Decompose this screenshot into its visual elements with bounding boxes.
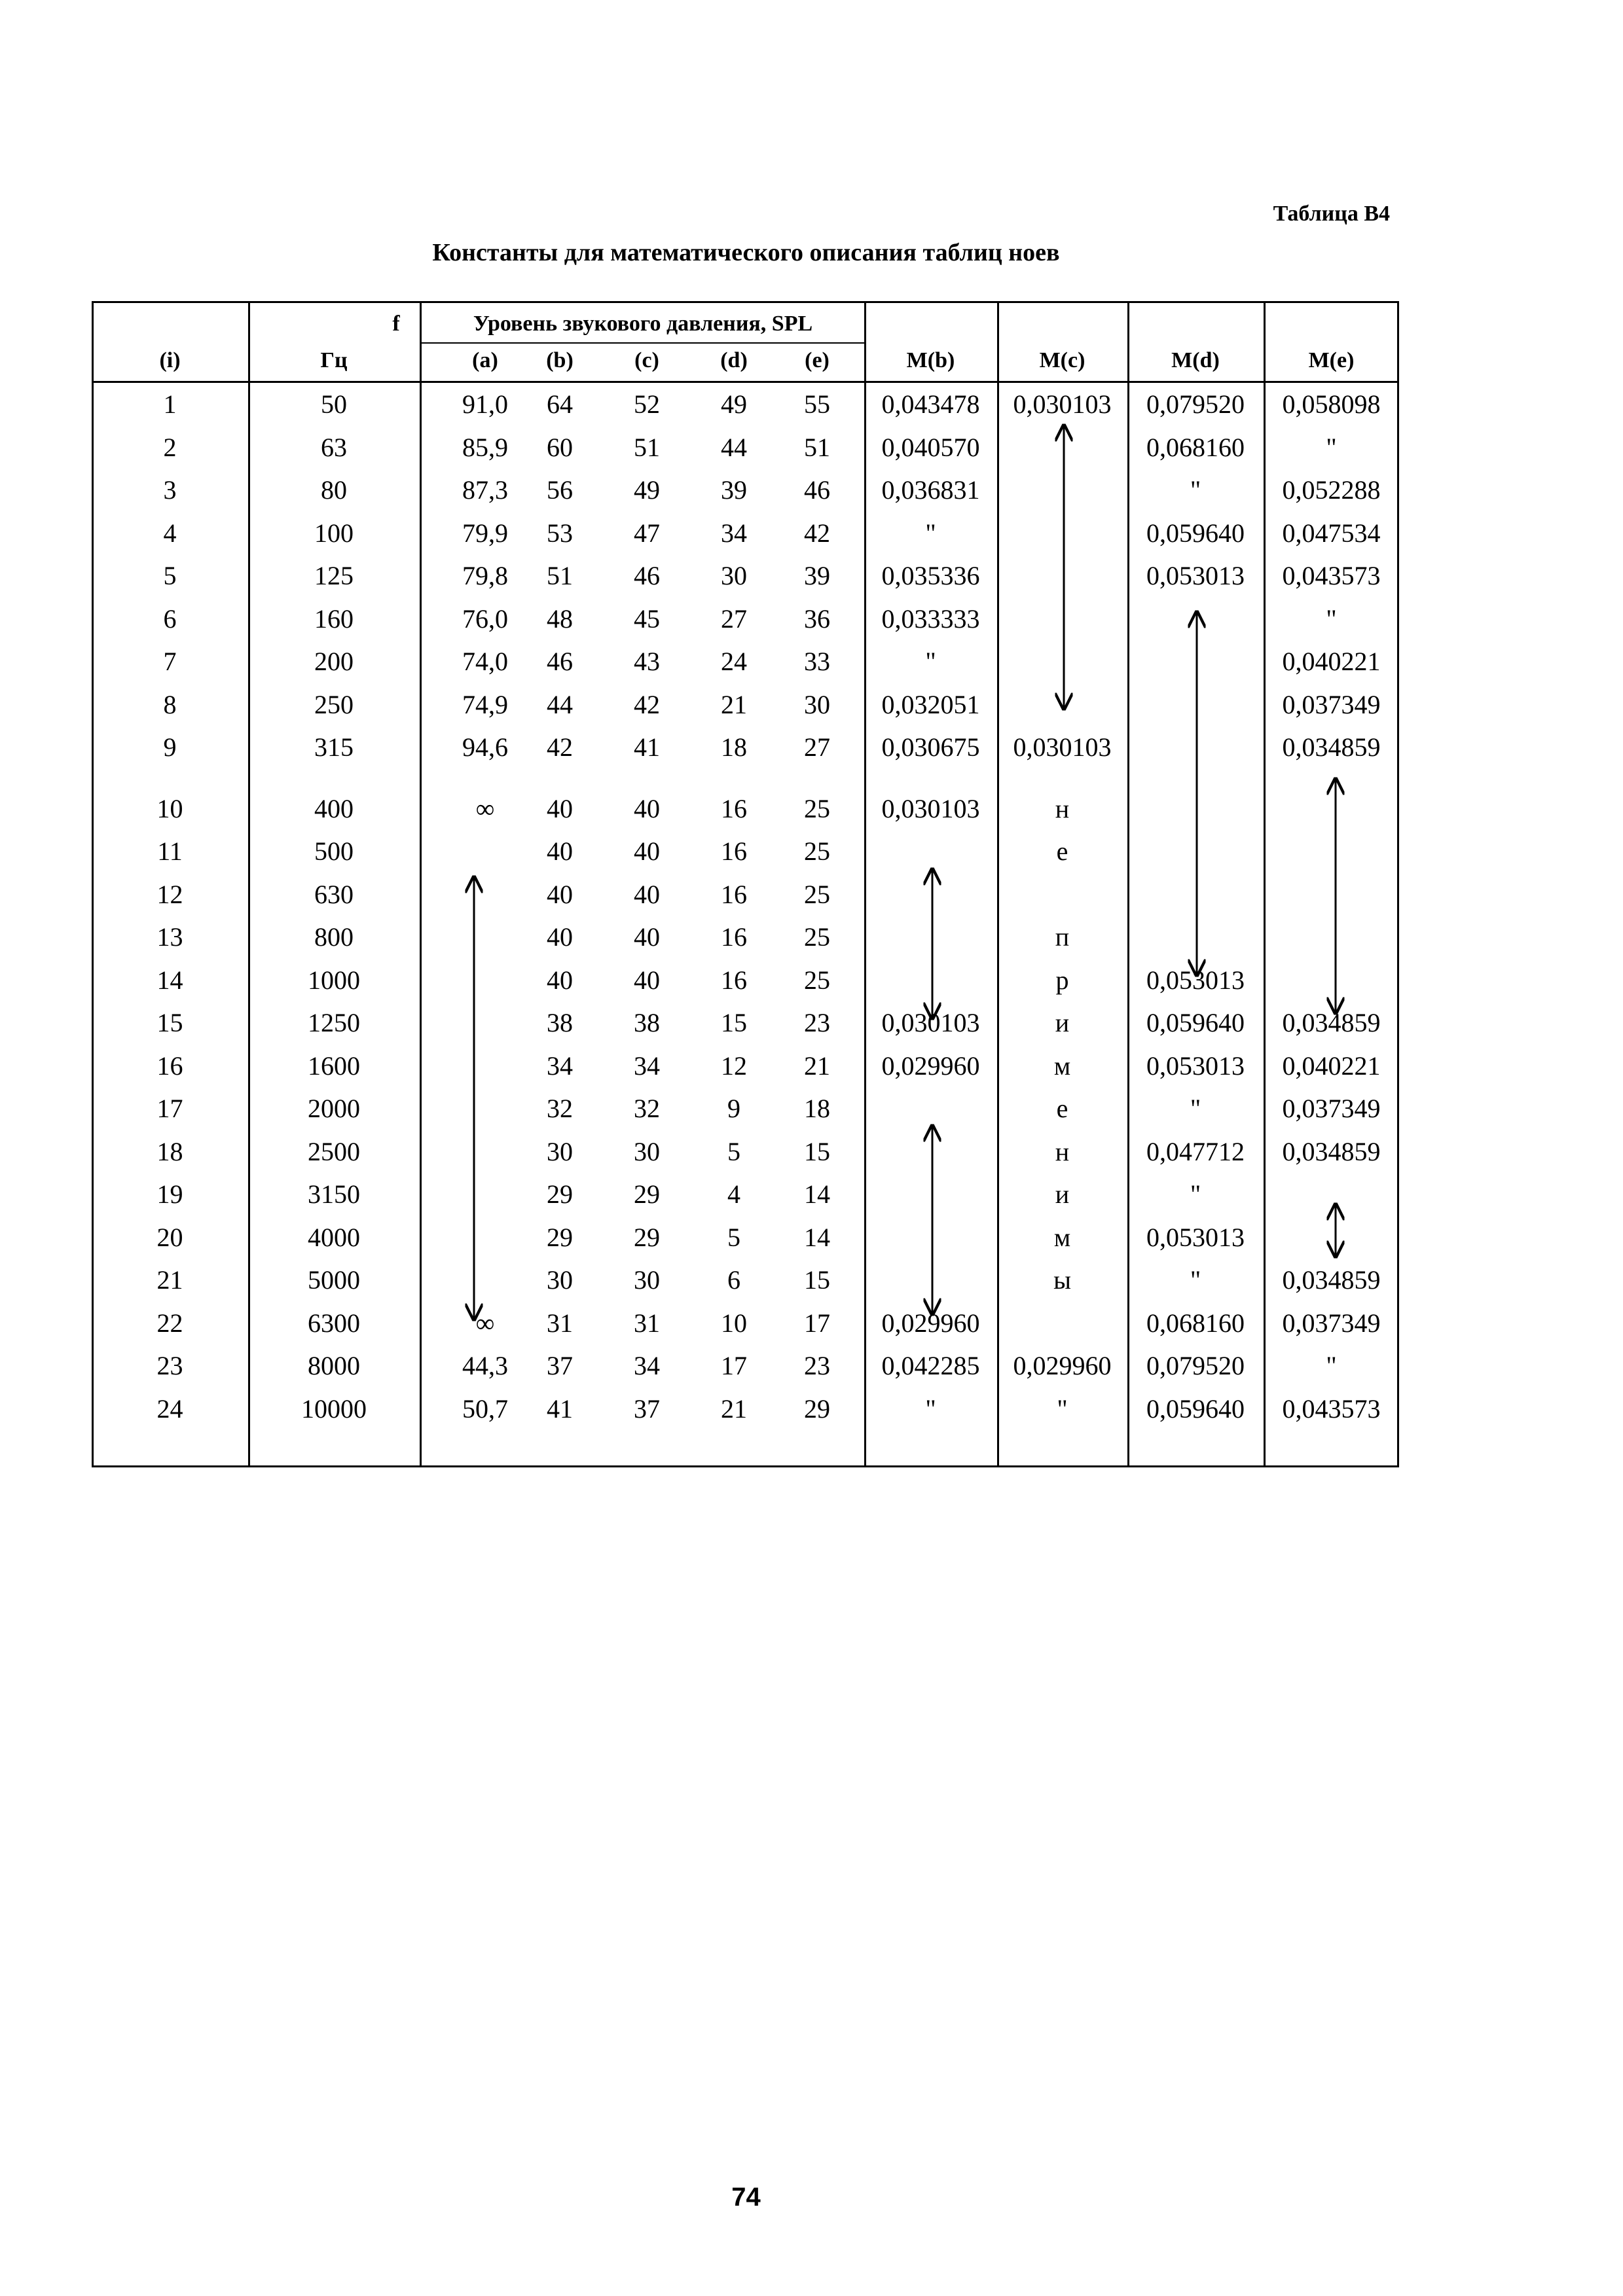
cell-mc: н [1055, 1136, 1070, 1166]
cell-b: 40 [547, 922, 573, 952]
cell-b: 29 [547, 1222, 573, 1252]
cell-mb: " [925, 647, 936, 676]
cell-c: 51 [634, 432, 660, 462]
cell-d: 21 [721, 689, 747, 719]
cell-e: 23 [804, 1008, 830, 1037]
cell-c: 32 [634, 1094, 660, 1123]
cell-mc: м [1053, 1050, 1071, 1081]
cell-e: 25 [804, 965, 830, 995]
cell-d: 5 [727, 1136, 740, 1166]
cell-a: 74,0 [462, 647, 508, 676]
cell-d: 10 [721, 1308, 747, 1338]
cell-mc: п [1055, 922, 1070, 952]
cell-i: 11 [157, 836, 183, 866]
cell-c: 45 [634, 603, 660, 634]
cell-c: 40 [634, 965, 660, 995]
cell-f: 3150 [308, 1179, 360, 1209]
cell-me: " [1326, 603, 1337, 634]
column-divider [420, 301, 422, 1467]
cell-i: 9 [163, 732, 177, 762]
cell-md: " [1190, 1265, 1201, 1295]
cell-c: 34 [634, 1050, 660, 1081]
cell-e: 36 [804, 603, 830, 634]
cell-e: 15 [804, 1265, 830, 1295]
cell-e: 29 [804, 1393, 830, 1424]
cell-f: 1250 [308, 1008, 360, 1037]
cell-c: 40 [634, 793, 660, 823]
cell-i: 6 [163, 603, 177, 634]
cell-d: 15 [721, 1008, 747, 1037]
header-f-unit: Гц [320, 348, 348, 372]
cell-b: 30 [547, 1265, 573, 1295]
column-divider [864, 301, 866, 1467]
cell-b: 53 [547, 518, 573, 548]
cell-f: 125 [314, 561, 354, 590]
header-md: M(d) [1171, 348, 1220, 372]
cell-b: 30 [547, 1136, 573, 1166]
cell-i: 17 [156, 1094, 183, 1123]
cell-f: 4000 [308, 1222, 360, 1252]
cell-a: 91,0 [462, 389, 508, 419]
cell-i: 10 [156, 793, 183, 823]
cell-a: 44,3 [462, 1351, 508, 1380]
cell-f: 100 [314, 518, 354, 548]
cell-md: 0,068160 [1146, 1308, 1245, 1338]
cell-b: 34 [547, 1050, 573, 1081]
cell-c: 43 [634, 647, 660, 676]
cell-me: 0,034859 [1282, 1008, 1381, 1037]
cell-d: 9 [727, 1094, 740, 1123]
cell-d: 16 [721, 793, 747, 823]
cell-i: 2 [163, 432, 177, 462]
cell-i: 24 [156, 1393, 183, 1424]
cell-c: 30 [634, 1136, 660, 1166]
cell-a: 79,9 [462, 518, 508, 548]
cell-a: 79,8 [462, 561, 508, 590]
cell-e: 23 [804, 1351, 830, 1380]
cell-md: 0,053013 [1146, 561, 1245, 590]
cell-mc: е [1056, 836, 1068, 866]
cell-mc: и [1055, 1008, 1070, 1037]
cell-mc: " [1057, 1393, 1068, 1424]
cell-me: " [1326, 432, 1337, 462]
cell-i: 3 [163, 475, 177, 505]
cell-md: 0,068160 [1146, 432, 1245, 462]
header-mb: M(b) [906, 348, 955, 372]
cell-e: 14 [804, 1222, 830, 1252]
cell-c: 29 [634, 1179, 660, 1209]
header-me: M(e) [1308, 348, 1355, 372]
cell-d: 17 [721, 1351, 747, 1380]
constants-table [92, 301, 1399, 1467]
cell-i: 15 [156, 1008, 183, 1037]
cell-c: 52 [634, 389, 660, 419]
cell-c: 29 [634, 1222, 660, 1252]
cell-d: 12 [721, 1050, 747, 1081]
cell-me: 0,034859 [1282, 1136, 1381, 1166]
cell-i: 14 [156, 965, 183, 995]
cell-b: 48 [547, 603, 573, 634]
cell-f: 315 [314, 732, 354, 762]
cell-c: 49 [634, 475, 660, 505]
cell-mb: 0,029960 [881, 1050, 980, 1081]
cell-f: 160 [314, 603, 354, 634]
cell-f: 200 [314, 647, 354, 676]
cell-f: 1000 [308, 965, 360, 995]
cell-e: 15 [804, 1136, 830, 1166]
cell-d: 34 [721, 518, 747, 548]
cell-i: 22 [156, 1308, 183, 1338]
header-mc: M(c) [1039, 348, 1085, 372]
cell-i: 23 [156, 1351, 183, 1380]
cell-d: 6 [727, 1265, 740, 1295]
cell-e: 39 [804, 561, 830, 590]
cell-md: " [1190, 1094, 1201, 1123]
header-rule [92, 381, 1399, 383]
cell-me: 0,047534 [1282, 518, 1381, 548]
cell-i: 16 [156, 1050, 183, 1081]
cell-e: 18 [804, 1094, 830, 1123]
cell-c: 37 [634, 1393, 660, 1424]
cell-d: 18 [721, 732, 747, 762]
cell-b: 46 [547, 647, 573, 676]
cell-a: 74,9 [462, 689, 508, 719]
cell-f: 6300 [308, 1308, 360, 1338]
cell-f: 80 [321, 475, 347, 505]
page-number: 74 [731, 2183, 761, 2212]
cell-mb: 0,030103 [881, 1008, 980, 1037]
cell-d: 16 [721, 836, 747, 866]
cell-b: 40 [547, 965, 573, 995]
cell-md: 0,079520 [1146, 389, 1245, 419]
spl-group-rule [420, 342, 866, 344]
cell-mc: 0,029960 [1013, 1351, 1112, 1380]
cell-i: 12 [156, 879, 183, 909]
cell-e: 25 [804, 922, 830, 952]
cell-mc: 0,030103 [1013, 732, 1112, 762]
cell-i: 7 [163, 647, 177, 676]
cell-e: 17 [804, 1308, 830, 1338]
cell-me: 0,034859 [1282, 732, 1381, 762]
cell-e: 14 [804, 1179, 830, 1209]
cell-mb: 0,029960 [881, 1308, 980, 1338]
cell-mb: " [925, 518, 936, 548]
header-spl: Уровень звукового давления, SPL [473, 312, 813, 336]
page-heading: Константы для математического описания таблиц ноев [432, 239, 1060, 266]
cell-f: 630 [314, 879, 354, 909]
cell-md: 0,047712 [1146, 1136, 1245, 1166]
cell-c: 40 [634, 879, 660, 909]
cell-i: 20 [156, 1222, 183, 1252]
cell-mb: 0,043478 [881, 389, 980, 419]
cell-d: 44 [721, 432, 747, 462]
header-a: (a) [472, 348, 498, 372]
cell-d: 24 [721, 647, 747, 676]
cell-mb: 0,030103 [881, 793, 980, 823]
cell-b: 41 [547, 1393, 573, 1424]
cell-d: 5 [727, 1222, 740, 1252]
cell-e: 30 [804, 689, 830, 719]
cell-b: 40 [547, 793, 573, 823]
cell-b: 44 [547, 689, 573, 719]
cell-d: 4 [727, 1179, 740, 1209]
header-f: f [392, 312, 400, 336]
cell-md: 0,053013 [1146, 965, 1245, 995]
cell-b: 42 [547, 732, 573, 762]
cell-d: 39 [721, 475, 747, 505]
cell-f: 5000 [308, 1265, 360, 1295]
cell-d: 16 [721, 965, 747, 995]
cell-mb: 0,042285 [881, 1351, 980, 1380]
cell-d: 27 [721, 603, 747, 634]
cell-me: 0,037349 [1282, 1308, 1381, 1338]
cell-md: 0,079520 [1146, 1351, 1245, 1380]
cell-i: 8 [163, 689, 177, 719]
cell-f: 8000 [308, 1351, 360, 1380]
cell-f: 400 [314, 793, 354, 823]
cell-me: 0,034859 [1282, 1265, 1381, 1295]
cell-md: 0,059640 [1146, 1008, 1245, 1037]
cell-a: 87,3 [462, 475, 508, 505]
cell-c: 38 [634, 1008, 660, 1037]
cell-b: 37 [547, 1351, 573, 1380]
cell-e: 27 [804, 732, 830, 762]
cell-me: 0,037349 [1282, 689, 1381, 719]
cell-f: 2000 [308, 1094, 360, 1123]
cell-mb: 0,032051 [881, 689, 980, 719]
cell-a: ∞ [475, 1308, 495, 1338]
cell-d: 16 [721, 879, 747, 909]
cell-me: 0,037349 [1282, 1094, 1381, 1123]
cell-mb: 0,040570 [881, 432, 980, 462]
cell-e: 33 [804, 647, 830, 676]
cell-c: 47 [634, 518, 660, 548]
cell-md: " [1190, 475, 1201, 505]
cell-e: 55 [804, 389, 830, 419]
cell-f: 800 [314, 922, 354, 952]
cell-e: 25 [804, 793, 830, 823]
cell-md: " [1190, 1179, 1201, 1209]
cell-mb: 0,033333 [881, 603, 980, 634]
cell-i: 13 [156, 922, 183, 952]
cell-c: 46 [634, 561, 660, 590]
cell-md: 0,059640 [1146, 1393, 1245, 1424]
cell-mb: 0,035336 [881, 561, 980, 590]
header-i: (i) [159, 348, 181, 372]
cell-d: 49 [721, 389, 747, 419]
cell-mc: м [1053, 1222, 1071, 1252]
cell-a: 85,9 [462, 432, 508, 462]
cell-md: 0,053013 [1146, 1050, 1245, 1081]
header-c: (c) [634, 348, 659, 372]
cell-a: 50,7 [462, 1393, 508, 1424]
cell-a: 94,6 [462, 732, 508, 762]
cell-i: 19 [156, 1179, 183, 1209]
cell-b: 40 [547, 836, 573, 866]
cell-b: 56 [547, 475, 573, 505]
cell-e: 42 [804, 518, 830, 548]
cell-f: 2500 [308, 1136, 360, 1166]
cell-f: 500 [314, 836, 354, 866]
cell-e: 25 [804, 836, 830, 866]
cell-me: 0,058098 [1282, 389, 1381, 419]
cell-mc: ы [1053, 1265, 1071, 1295]
cell-c: 41 [634, 732, 660, 762]
cell-i: 21 [156, 1265, 183, 1295]
cell-f: 63 [321, 432, 347, 462]
cell-c: 40 [634, 922, 660, 952]
cell-c: 30 [634, 1265, 660, 1295]
cell-c: 40 [634, 836, 660, 866]
cell-d: 16 [721, 922, 747, 952]
cell-b: 38 [547, 1008, 573, 1037]
cell-mc: н [1055, 793, 1070, 823]
cell-md: 0,053013 [1146, 1222, 1245, 1252]
cell-c: 34 [634, 1351, 660, 1380]
cell-a: 76,0 [462, 603, 508, 634]
cell-mc: и [1055, 1179, 1070, 1209]
cell-e: 46 [804, 475, 830, 505]
cell-me: 0,040221 [1282, 647, 1381, 676]
cell-me: 0,052288 [1282, 475, 1381, 505]
cell-me: 0,040221 [1282, 1050, 1381, 1081]
cell-i: 18 [156, 1136, 183, 1166]
cell-mb: 0,030675 [881, 732, 980, 762]
cell-me: 0,043573 [1282, 1393, 1381, 1424]
cell-i: 4 [163, 518, 177, 548]
table-label: Таблица В4 [1273, 202, 1390, 226]
cell-e: 51 [804, 432, 830, 462]
cell-c: 31 [634, 1308, 660, 1338]
cell-d: 30 [721, 561, 747, 590]
header-b: (b) [546, 348, 574, 372]
header-e: (e) [805, 348, 830, 372]
cell-mc: 0,030103 [1013, 389, 1112, 419]
cell-c: 42 [634, 689, 660, 719]
cell-b: 51 [547, 561, 573, 590]
cell-a: ∞ [475, 793, 495, 823]
cell-b: 29 [547, 1179, 573, 1209]
cell-i: 5 [163, 561, 177, 590]
cell-f: 50 [321, 389, 347, 419]
cell-d: 21 [721, 1393, 747, 1424]
cell-b: 64 [547, 389, 573, 419]
cell-me: 0,043573 [1282, 561, 1381, 590]
cell-mc: р [1055, 965, 1069, 995]
cell-f: 250 [314, 689, 354, 719]
cell-mc: е [1056, 1094, 1068, 1123]
cell-f: 10000 [301, 1393, 367, 1424]
cell-e: 21 [804, 1050, 830, 1081]
cell-md: 0,059640 [1146, 518, 1245, 548]
cell-b: 60 [547, 432, 573, 462]
cell-f: 1600 [308, 1050, 360, 1081]
cell-mb: " [925, 1393, 936, 1424]
cell-i: 1 [163, 389, 177, 419]
cell-e: 25 [804, 879, 830, 909]
header-d: (d) [720, 348, 748, 372]
cell-me: " [1326, 1351, 1337, 1380]
cell-b: 31 [547, 1308, 573, 1338]
cell-b: 40 [547, 879, 573, 909]
cell-b: 32 [547, 1094, 573, 1123]
cell-mb: 0,036831 [881, 475, 980, 505]
